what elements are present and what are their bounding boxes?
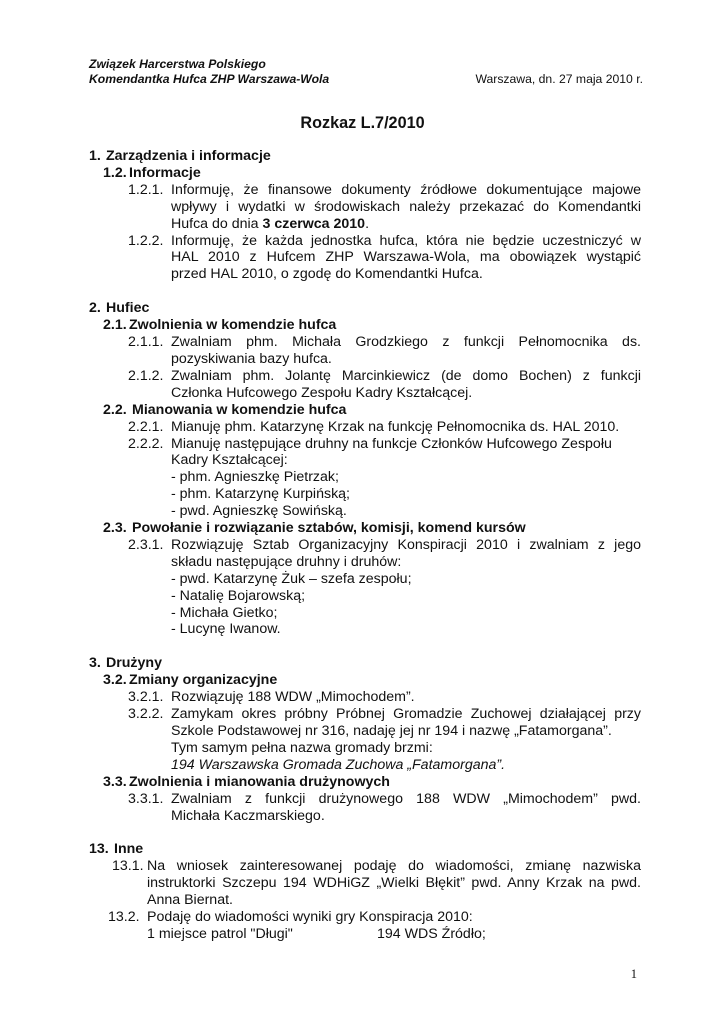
item-line: pozyskiwania bazy hufca.	[171, 350, 332, 367]
item-line: składu następujące druhny i druhów:	[171, 553, 402, 570]
section-heading: 13. Inne	[89, 841, 144, 858]
order-body	[89, 148, 641, 943]
place-date: Warszawa, dn. 27 maja 2010 r.	[475, 72, 643, 86]
section-heading: 1. Zarządzenia i informacje	[89, 148, 271, 164]
order-item: 3.2.1. Rozwiązuję 188 WDW „Mimochodem”.	[128, 689, 415, 706]
item-line: przed HAL 2010, o zgodę do Komendantki Hufca.	[171, 266, 483, 283]
item-line: Anna Biernat.	[147, 892, 233, 909]
order-item: 1.2.2. Informuję, że każda jednostka hufca, która nie będzie uczestniczyć w	[128, 232, 641, 249]
list-item: - pwd. Agnieszkę Sowińską.	[171, 503, 347, 520]
item-line: Tym samym pełna nazwa gromady brzmi:	[171, 739, 433, 756]
order-item: 3.3.1. Zwalniam z funkcji drużynowego 188 WDW „Mimochodem” pwd.	[128, 790, 641, 807]
item-line: HAL 2010 z Hufcem ZHP Warszawa-Wola, ma obowiązek wystąpić	[171, 249, 641, 266]
item-line: wpływy i wydatki w środowiskach należy przekazać do Komendantki	[171, 198, 641, 215]
list-item: - Lucynę Iwanow.	[171, 621, 281, 638]
result-place: 1 miejsce	[147, 925, 207, 942]
order-title: Rozkaz L.7/2010	[300, 114, 425, 132]
item-line: Hufca do dnia 3 czerwca 2010.	[171, 215, 370, 232]
deadline-date: 3 czerwca 2010	[262, 215, 366, 232]
subsection-heading: 1.2. Informacje	[103, 164, 201, 181]
order-item: 3.2.2. Zamykam okres próbny Próbnej Gromadzie Zuchowej działającej przy	[128, 706, 641, 723]
game-result-row	[89, 926, 641, 943]
list-item: - pwd. Katarzynę Żuk – szefa zespołu;	[171, 570, 412, 587]
unit-name: Komendantka Hufca ZHP Warszawa-Wola	[89, 72, 330, 86]
subsection-heading: 2.1. Zwolnienia w komendzie hufca	[103, 317, 337, 334]
item-line: Michała Kaczmarskiego.	[171, 807, 325, 824]
result-team: 194 WDS Źródło;	[377, 925, 486, 942]
item-line: Członka Hufcowego Zespołu Kadry Kształcącej.	[171, 384, 473, 401]
order-item: 2.2.2. Mianuję następujące druhny na funkcje Członków Hufcowego Zespołu	[128, 435, 612, 452]
list-item: - Michała Gietko;	[171, 604, 278, 621]
subsection-heading: 2.3. Powołanie i rozwiązanie sztabów, komisji, komend kursów	[103, 520, 526, 537]
order-item: 2.3.1. Rozwiązuję Sztab Organizacyjny Konspiracji 2010 i zwalniam z jego	[128, 536, 641, 553]
list-item: - phm. Katarzynę Kurpińską;	[171, 486, 350, 503]
subsection-heading: 3.2. Zmiany organizacyjne	[103, 672, 278, 689]
section-heading: 2. Hufiec	[89, 300, 150, 317]
subsection-heading: 2.2. Mianowania w komendzie hufca	[103, 401, 347, 418]
order-item: 13.2. Podaję do wiadomości wyniki gry Konspiracja 2010:	[108, 909, 473, 926]
order-item: 13.1. Na wniosek zainteresowanej podaję do wiadomości, zmianę nazwiska	[112, 858, 641, 875]
list-item: - phm. Agnieszkę Pietrzak;	[171, 469, 339, 486]
item-line: Kadry Kształcącej:	[171, 452, 288, 469]
order-item: 1.2.1. Informuję, że finansowe dokumenty źródłowe dokumentujące majowe	[128, 181, 641, 198]
org-name: Związek Harcerstwa Polskiego	[89, 57, 266, 71]
section-heading: 3. Drużyny	[89, 655, 162, 672]
item-line: instruktorki Szczepu 194 WDHiGZ „Wielki Błękit” pwd. Anny Krzak na pwd.	[147, 875, 641, 892]
subsection-heading: 3.3. Zwolnienia i mianowania drużynowych	[103, 773, 390, 790]
result-patrol: patrol "Długi"	[211, 925, 293, 942]
page-number: 1	[630, 967, 637, 981]
order-item: 2.1.1. Zwalniam phm. Michała Grodzkiego z funkcji Pełnomocnika ds.	[128, 334, 641, 351]
list-item: - Natalię Bojarowską;	[171, 587, 306, 604]
order-item: 2.2.1. Mianuję phm. Katarzynę Krzak na funkcję Pełnomocnika ds. HAL 2010.	[128, 418, 620, 435]
item-line: Szkole Podstawowej nr 316, nadaję jej nr 194 i nazwę „Fatamorgana”.	[171, 723, 612, 739]
unit-full-name: 194 Warszawska Gromada Zuchowa „Fatamorgana”.	[171, 756, 506, 773]
order-item: 2.1.2. Zwalniam phm. Jolantę Marcinkiewicz (de domo Bochen) z funkcji	[128, 367, 641, 384]
